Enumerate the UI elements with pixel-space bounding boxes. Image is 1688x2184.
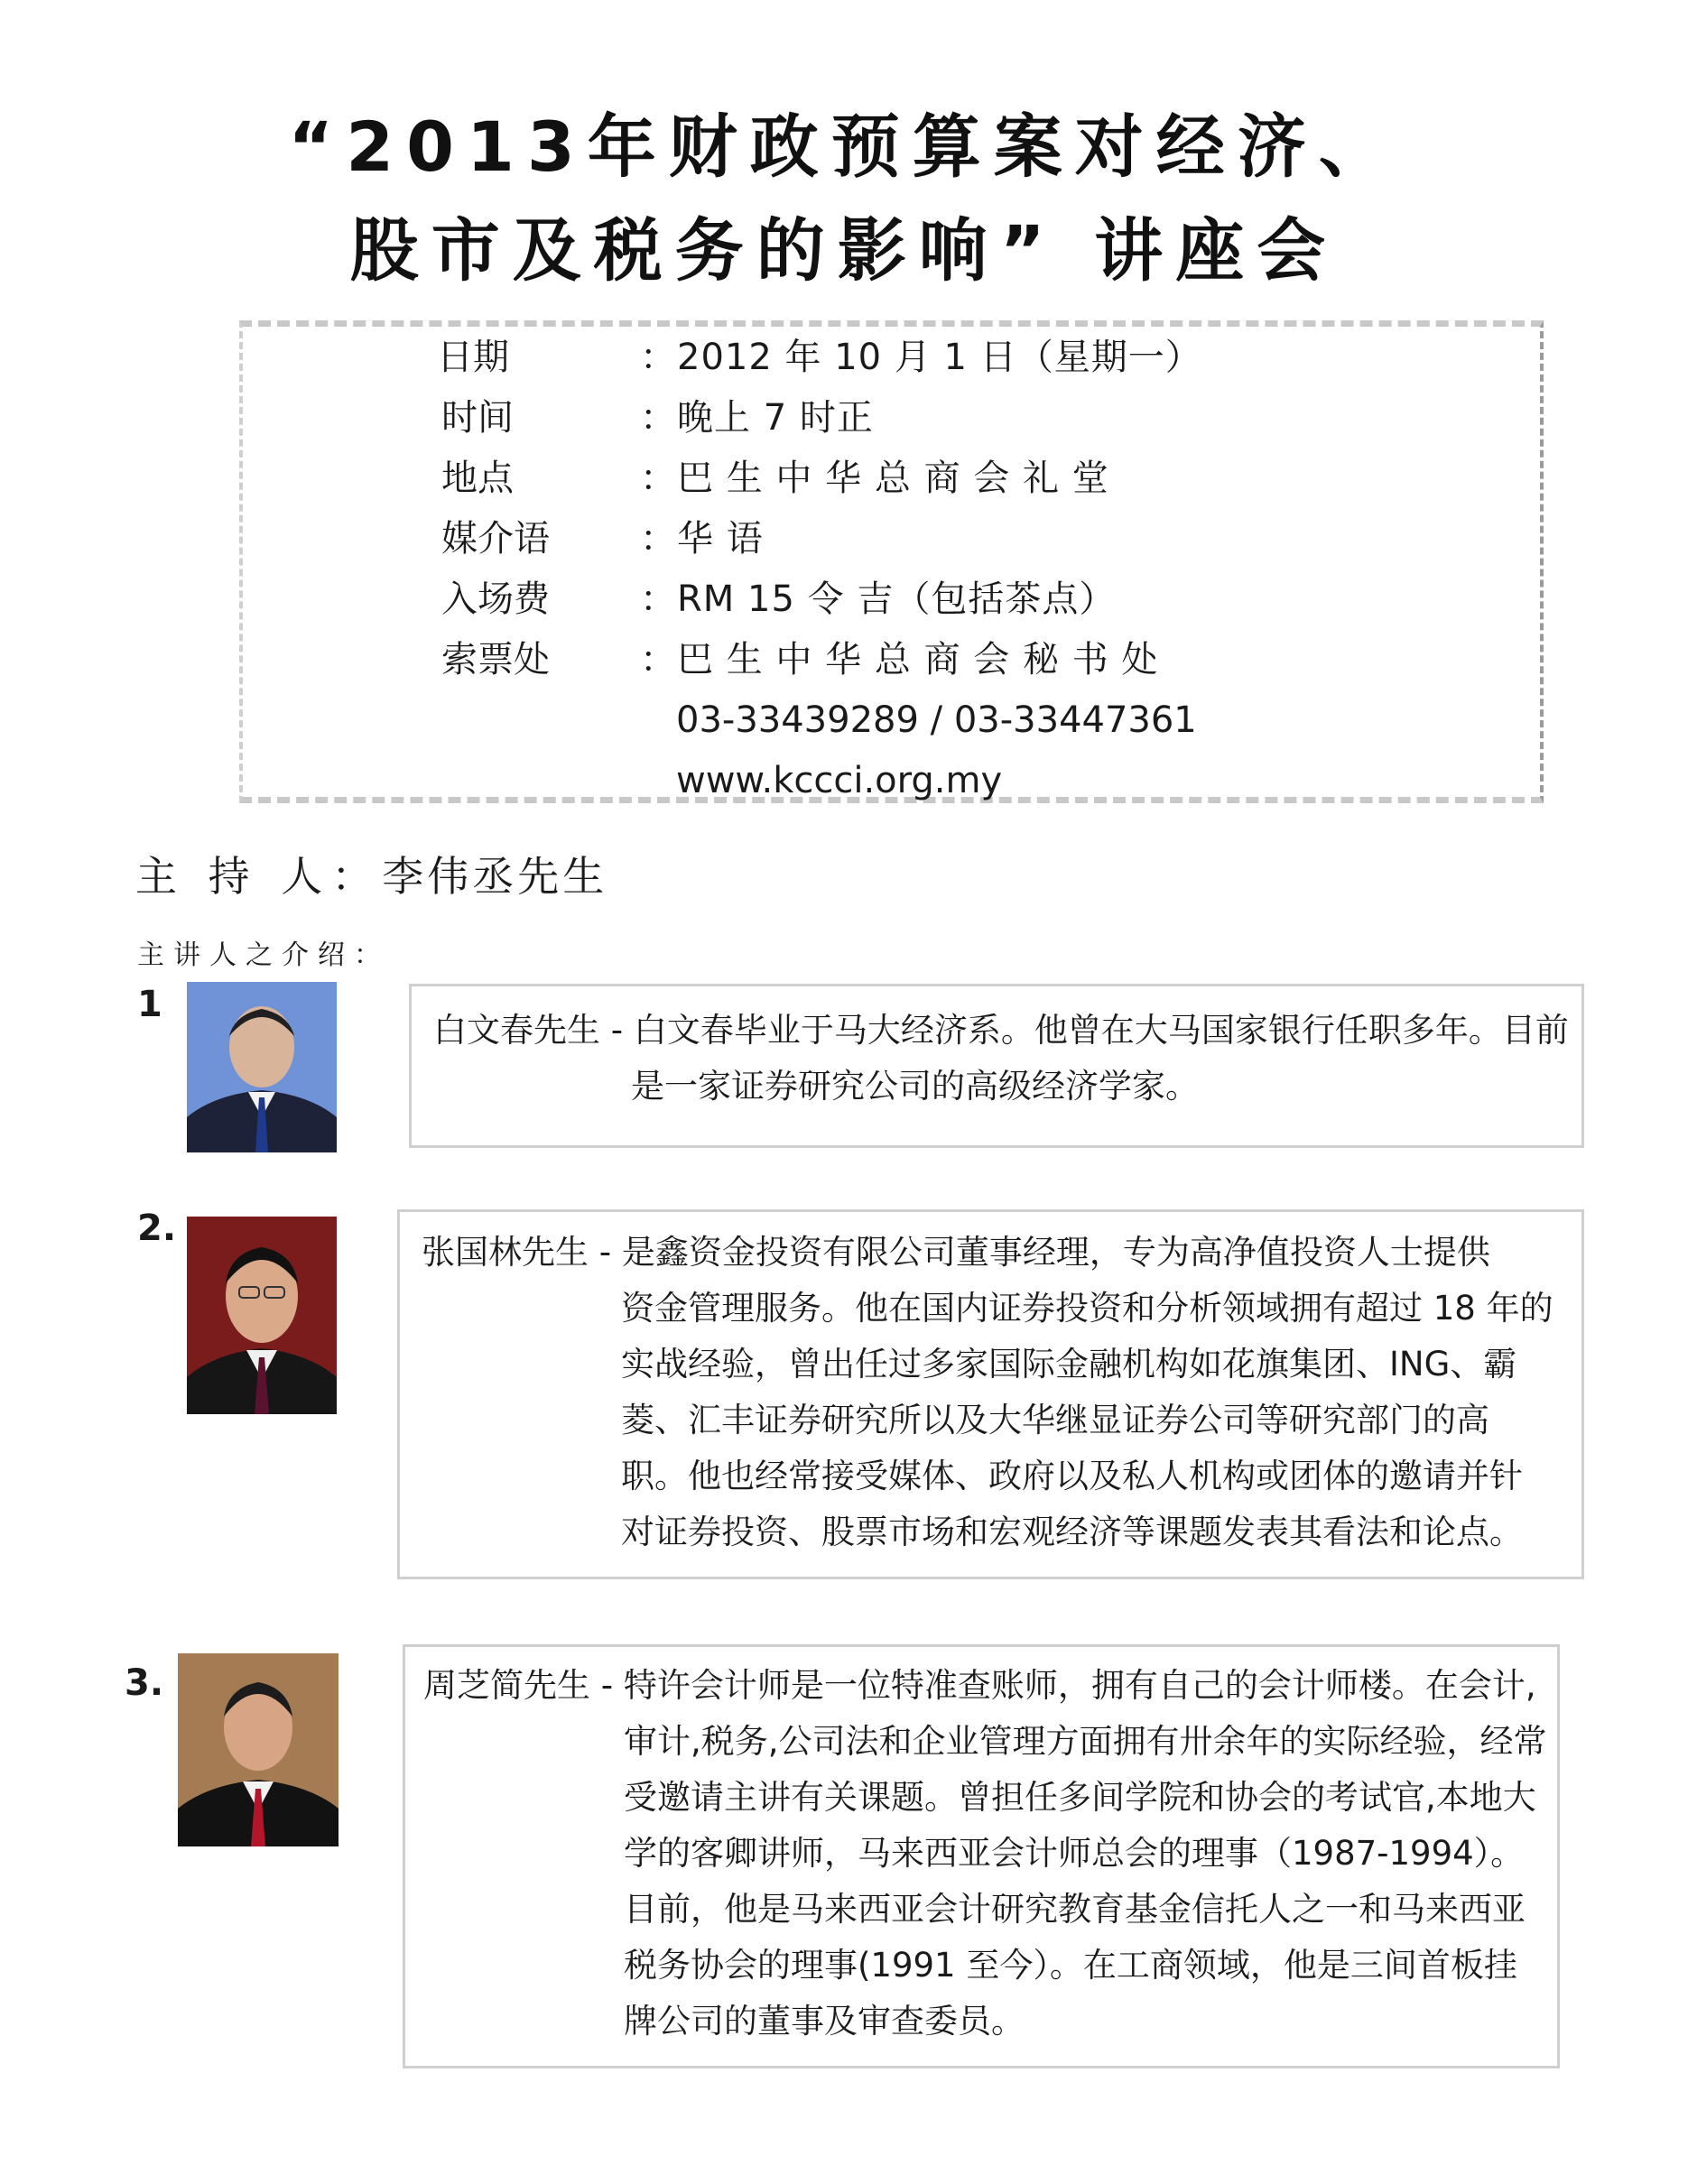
info-label: 入场费 — [441, 578, 550, 620]
bio-line: 目前，他是马来西亚会计研究教育基金信托人之一和马来西亚 — [624, 1890, 1526, 1929]
bio-line: 是一家证券研究公司的高级经济学家。 — [631, 1067, 1199, 1106]
bio-lines — [631, 1059, 1199, 1115]
speaker-number: 1 — [137, 984, 162, 1025]
page-title-line-1: “2013年财政预算案对经济、 — [288, 106, 1400, 187]
speaker-2-photo — [187, 1217, 337, 1414]
speaker-number: 3. — [125, 1662, 164, 1704]
bio-line: 学的客卿讲师，马来西亚会计师总会的理事（1987-1994）。 — [624, 1834, 1525, 1873]
bio-line: 受邀请主讲有关课题。曾担任多间学院和协会的考试官,本地大 — [624, 1778, 1536, 1817]
info-label: 媒介语 — [441, 518, 550, 560]
info-label: 日期 — [437, 337, 509, 378]
ticket-phone: 03-33439289 / 03-33447361 — [676, 699, 1197, 741]
bio-line: 税务协会的理事(1991 至今）。在工商领域，他是三间首板挂 — [624, 1946, 1517, 1985]
host-label: 主 持 人： — [135, 852, 383, 901]
bio-line: 职。他也经常接受媒体、政府以及私人机构或团体的邀请并针 — [621, 1457, 1523, 1495]
bio-line: 实战经验，曾出任过多家国际金融机构如花旗集团、ING、霸 — [621, 1345, 1517, 1384]
host-name: 李伟丞先生 — [382, 852, 608, 901]
bio-line: 审计,税务,公司法和企业管理方面拥有卅余年的实际经验，经常 — [624, 1722, 1547, 1761]
info-value: ：巴 生 中 华 总 商 会 秘 书 处 — [640, 639, 1159, 680]
event-info-box — [239, 320, 1544, 803]
bio-line: 牌公司的董事及审查委员。 — [624, 2002, 1025, 2041]
bio-head: 白文春先生 - 白文春毕业于马大经济系。他曾在大马国家银行任职多年。目前 — [433, 1011, 1569, 1050]
info-value: ：巴 生 中 华 总 商 会 礼 堂 — [640, 458, 1109, 499]
info-label: 索票处 — [441, 639, 550, 680]
bio-lines — [624, 1714, 1547, 2050]
info-value: ：华 语 — [640, 518, 764, 560]
info-label: 时间 — [441, 397, 514, 439]
info-label: 地点 — [441, 458, 514, 499]
host-line — [135, 844, 607, 903]
page-title-line-2: 股市及税务的影响” 讲座会 — [349, 210, 1339, 291]
info-value: ：2012 年 10 月 1 日（星期一） — [640, 337, 1202, 378]
speaker-1-photo — [187, 982, 337, 1152]
speaker-1-bio — [409, 984, 1584, 1148]
bio-head: 周芝简先生 - 特许会计师是一位特准查账师，拥有自己的会计师楼。在会计, — [423, 1666, 1536, 1705]
bio-lines — [621, 1281, 1554, 1560]
speaker-2-bio — [397, 1209, 1584, 1579]
website-link[interactable]: www.kccci.org.my — [676, 760, 1003, 801]
bio-line: 菱、汇丰证券研究所以及大华继显证券公司等研究部门的高 — [621, 1401, 1489, 1439]
speaker-3-bio — [403, 1644, 1560, 2068]
speaker-number: 2. — [137, 1208, 177, 1249]
bio-head: 张国林先生 - 是鑫资金投资有限公司董事经理，专为高净值投资人士提供 — [422, 1233, 1490, 1272]
speakers-intro-label: 主讲人之介绍： — [137, 939, 390, 971]
info-value: ：RM 15 令 吉（包括茶点） — [640, 578, 1117, 620]
speaker-3-photo — [178, 1653, 339, 1846]
bio-line: 资金管理服务。他在国内证券投资和分析领域拥有超过 18 年的 — [621, 1289, 1554, 1328]
info-value: ：晚上 7 时正 — [640, 397, 874, 439]
bio-line: 对证券投资、股票市场和宏观经济等课题发表其看法和论点。 — [621, 1513, 1523, 1551]
